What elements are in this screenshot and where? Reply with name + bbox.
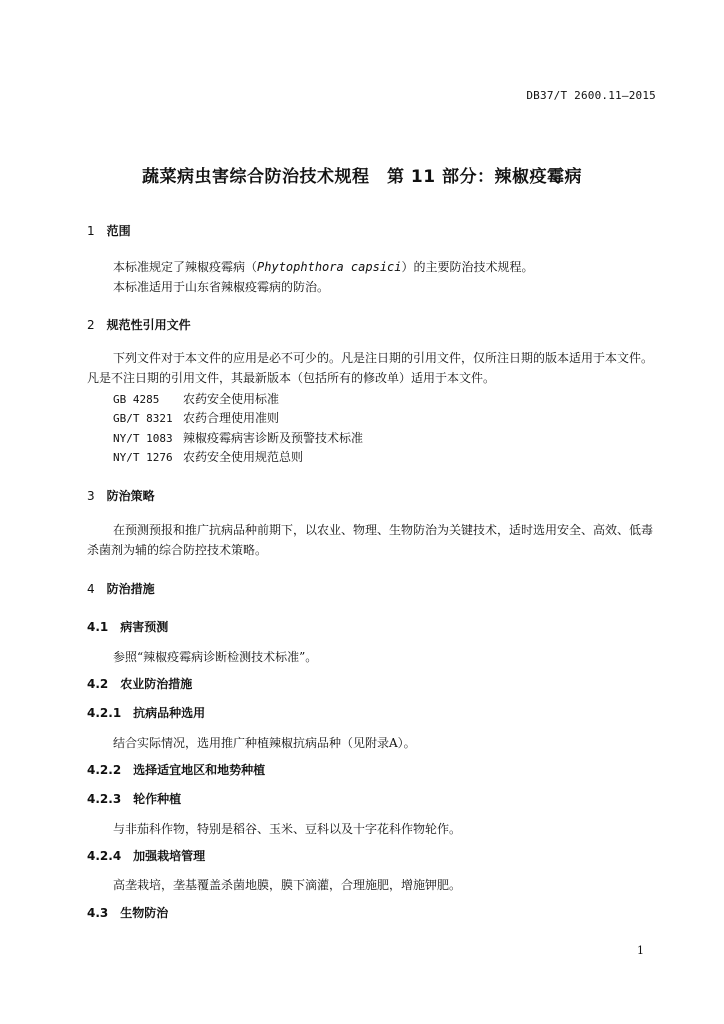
section-4-2-1-text: 结合实际情况，选用推广种植辣椒抗病品种（见附录A）。	[113, 736, 416, 750]
section-4-1-number: 4.1	[87, 620, 109, 634]
reference-item	[113, 409, 279, 426]
section-4-2-4-title: 加强栽培管理	[133, 849, 206, 863]
section-4-number: 4	[87, 582, 95, 596]
section-1-latin-name: Phytophthora capsici	[257, 260, 402, 274]
reference-code: GB/T 8321	[113, 412, 173, 425]
section-4-2-1-number: 4.2.1	[87, 706, 122, 720]
section-3-number: 3	[87, 489, 95, 503]
section-4-2-3-text: 与非茄科作物，特别是稻谷、玉米、豆科以及十字花科作物轮作。	[113, 822, 462, 836]
section-4-2-4-text: 高垄栽培，垄基覆盖杀菌地膜，膜下滴灌，合理施肥，增施钾肥。	[113, 878, 462, 892]
section-4-2-heading	[87, 675, 192, 692]
reference-item	[113, 390, 279, 407]
section-4-2-2-heading	[87, 761, 265, 778]
reference-name: 农药安全使用标准	[183, 392, 280, 406]
section-4-2-title: 农业防治措施	[120, 677, 193, 691]
section-1-line-2: 本标准适用于山东省辣椒疫霉病的防治。	[113, 280, 330, 294]
section-1-number: 1	[87, 224, 95, 238]
reference-item	[113, 448, 303, 465]
section-4-2-3-title: 轮作种植	[133, 792, 182, 806]
section-2-number: 2	[87, 318, 95, 332]
reference-code: NY/T 1083	[113, 432, 173, 445]
section-1-title: 范围	[106, 224, 131, 238]
document-title: 蔬菜病虫害综合防治技术规程 第 11 部分：辣椒疫霉病	[142, 167, 582, 187]
section-4-1-text: 参照“辣椒疫霉病诊断检测技术标准”。	[113, 650, 318, 664]
section-4-3-heading	[87, 904, 168, 921]
reference-code: NY/T 1276	[113, 451, 173, 464]
section-4-2-3-heading	[87, 790, 181, 807]
section-4-1-title: 病害预测	[120, 620, 169, 634]
reference-item	[113, 429, 363, 446]
section-4-2-1-heading	[87, 704, 205, 721]
section-3-heading	[87, 487, 155, 504]
section-4-3-title: 生物防治	[120, 906, 169, 920]
reference-name: 辣椒疫霉病害诊断及预警技术标准	[183, 431, 364, 445]
section-2-title: 规范性引用文件	[106, 318, 191, 332]
reference-name: 农药安全使用规范总则	[183, 450, 304, 464]
section-4-1-heading	[87, 618, 168, 635]
section-4-2-1-title: 抗病品种选用	[133, 706, 206, 720]
section-1-line-1-pre: 本标准规定了辣椒疫霉病（	[113, 260, 258, 274]
reference-name: 农药合理使用准则	[183, 411, 280, 425]
section-4-2-4-number: 4.2.4	[87, 849, 122, 863]
section-4-heading	[87, 580, 155, 597]
section-2-heading	[87, 316, 191, 333]
section-2-paragraph: 下列文件对于本文件的应用是必不可少的。凡是注日期的引用文件，仅所注日期的版本适用于本文件。凡是不注日期的引用文件，其最新版本（包括所有的修改单）适用于本文件。	[87, 351, 654, 385]
section-4-3-number: 4.3	[87, 906, 109, 920]
section-4-title: 防治措施	[106, 582, 155, 596]
section-3-title: 防治策略	[106, 489, 155, 503]
section-4-2-3-number: 4.2.3	[87, 792, 122, 806]
section-4-2-2-title: 选择适宜地区和地势种植	[133, 763, 266, 777]
section-1-heading	[87, 222, 131, 239]
page-number: 1	[637, 944, 644, 957]
section-4-2-number: 4.2	[87, 677, 109, 691]
reference-code: GB 4285	[113, 393, 160, 406]
section-4-2-2-number: 4.2.2	[87, 763, 122, 777]
section-3-paragraph: 在预测预报和推广抗病品种前期下，以农业、物理、生物防治为关键技术，适时选用安全、高效、低毒杀菌剂为辅的综合防控技术策略。	[87, 523, 654, 557]
section-1-line-1	[113, 258, 534, 275]
document-code: DB37/T 2600.11—2015	[526, 89, 656, 102]
section-1-line-1-post: ）的主要防治技术规程。	[401, 260, 534, 274]
section-4-2-4-heading	[87, 847, 205, 864]
